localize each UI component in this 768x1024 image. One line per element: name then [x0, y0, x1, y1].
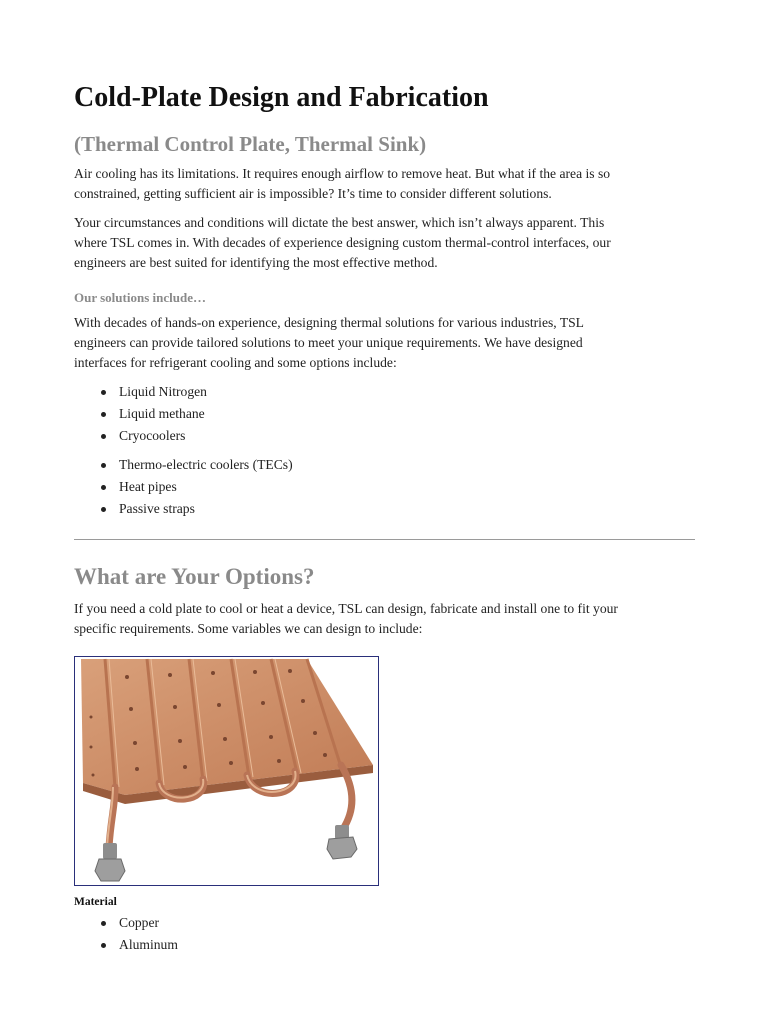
text-line: interfaces for refrigerant cooling and some options include:: [74, 355, 397, 370]
intro-paragraph-1: [74, 164, 610, 204]
text-line: specific requirements. Some variables we can design to include:: [74, 621, 423, 636]
material-list: [74, 912, 178, 956]
text-line: where TSL comes in. With decades of experience designing custom thermal-control interfaces, our: [74, 235, 611, 250]
list-item: [74, 476, 293, 498]
thermal-options-list: [74, 454, 293, 520]
solutions-paragraph: [74, 313, 584, 373]
text-line: engineers can provide tailored solutions to meet your unique requirements. We have designed: [74, 335, 583, 350]
list-item-label: Passive straps: [119, 501, 195, 516]
list-item-label: Liquid Nitrogen: [119, 384, 207, 399]
solutions-heading: Our solutions include…: [74, 290, 206, 305]
list-item-label: Copper: [119, 915, 160, 930]
list-item-label: Aluminum: [119, 937, 178, 952]
cold-plate-photo: [74, 656, 379, 886]
list-item: [74, 403, 207, 425]
material-label: Material: [74, 896, 117, 908]
list-item-label: Cryocoolers: [119, 428, 186, 443]
list-item: [74, 381, 207, 403]
text-line: Air cooling has its limitations. It requires enough airflow to remove heat. But what if the area is so: [74, 166, 611, 181]
text-line: With decades of hands-on experience, designing thermal solutions for various industries, TSL: [74, 315, 584, 330]
page-subtitle: (Thermal Control Plate, Thermal Sink): [74, 132, 427, 156]
text-line: engineers are best suited for identifying the most effective method.: [74, 255, 438, 270]
page-title: Cold-Plate Design and Fabrication: [74, 82, 489, 113]
cold-plate-illustration: [75, 657, 378, 885]
text-line: If you need a cold plate to cool or heat a device, TSL can design, fabricate and install one to fit your: [74, 601, 618, 616]
bullet-icon: [101, 507, 106, 512]
list-item-label: Thermo-electric coolers (TECs): [119, 457, 293, 472]
intro-paragraph-2: [74, 213, 611, 273]
bullet-icon: [101, 485, 106, 490]
pipe-fittings: [95, 825, 357, 881]
text-line: constrained, getting sufficient air is impossible? It’s time to consider different solutions.: [74, 186, 552, 201]
bullet-icon: [101, 412, 106, 417]
options-paragraph: [74, 599, 618, 639]
options-heading: What are Your Options?: [74, 564, 315, 589]
list-item: [74, 454, 293, 476]
list-item: [74, 498, 293, 520]
bullet-icon: [101, 434, 106, 439]
text-line: Your circumstances and conditions will dictate the best answer, which isn’t always apparent. This: [74, 215, 605, 230]
bullet-icon: [101, 390, 106, 395]
cryogenic-options-list: [74, 381, 207, 447]
list-item-label: Liquid methane: [119, 406, 205, 421]
list-item: [74, 425, 207, 447]
list-item-label: Heat pipes: [119, 479, 177, 494]
list-item: [74, 934, 178, 956]
bullet-icon: [101, 943, 106, 948]
section-divider: [74, 539, 695, 540]
bullet-icon: [101, 921, 106, 926]
bullet-icon: [101, 463, 106, 468]
list-item: [74, 912, 178, 934]
